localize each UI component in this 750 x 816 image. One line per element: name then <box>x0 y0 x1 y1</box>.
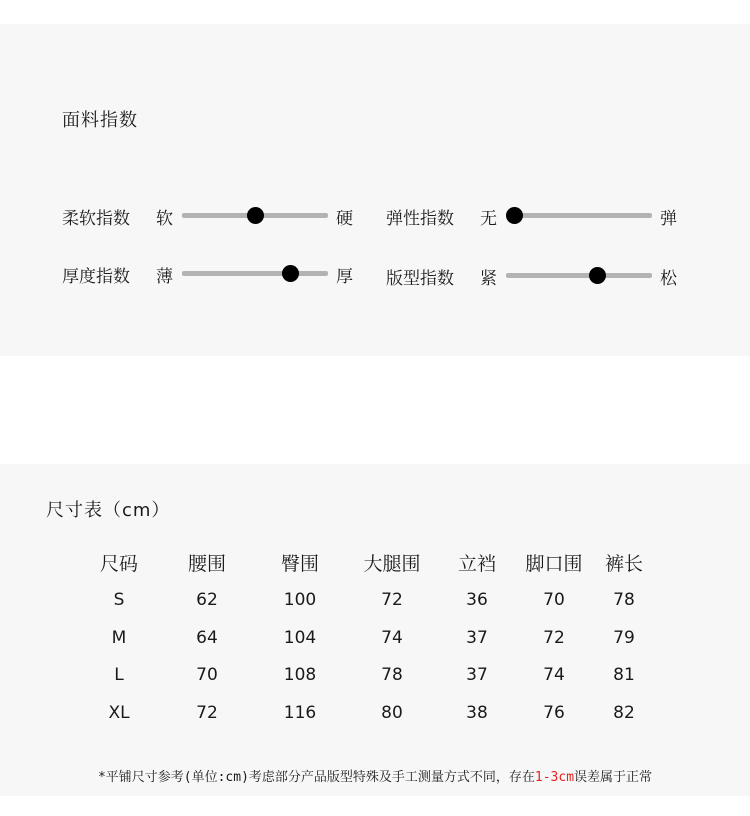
column-header-thigh: 大腿围 <box>363 553 421 576</box>
table-cell: 80 <box>381 702 403 723</box>
size-chart-title: 尺寸表（cm） <box>46 500 171 521</box>
table-cell: XL <box>108 702 130 723</box>
softness-slider-knob <box>247 207 264 224</box>
fabric-index-panel <box>0 24 750 356</box>
table-cell: 72 <box>196 702 218 723</box>
table-cell: 64 <box>196 627 218 648</box>
table-cell: 82 <box>613 702 635 723</box>
table-cell: 108 <box>283 665 317 686</box>
table-cell: 104 <box>283 627 317 648</box>
elasticity-low-label: 无 <box>480 209 497 229</box>
column-header-waist: 腰围 <box>187 553 226 576</box>
thickness-slider-knob <box>282 265 299 282</box>
table-cell: 70 <box>543 590 565 611</box>
thickness-index <box>62 260 362 290</box>
table-row <box>78 657 656 695</box>
column-header-size: 尺码 <box>99 553 138 576</box>
note-highlight-range: 1-3cm <box>534 770 575 785</box>
table-cell: 37 <box>466 627 488 648</box>
thickness-low-label: 薄 <box>156 267 173 287</box>
table-cell: M <box>111 627 127 648</box>
table-cell: 116 <box>283 702 317 723</box>
table-cell: 74 <box>381 627 403 648</box>
note-text-before: *平铺尺寸参考(单位:cm)考虑部分产品版型特殊及手工测量方式不同，存在 <box>97 770 535 785</box>
softness-high-label: 硬 <box>336 209 353 229</box>
table-cell: 36 <box>466 590 488 611</box>
table-cell: 37 <box>466 665 488 686</box>
column-header-length: 裤长 <box>604 553 643 576</box>
table-cell: 72 <box>543 627 565 648</box>
size-table-header <box>78 544 656 582</box>
table-cell: 62 <box>196 590 218 611</box>
thickness-slider-track <box>182 271 328 276</box>
fit-slider-knob <box>589 267 606 284</box>
softness-index <box>62 202 362 232</box>
fit-label: 版型指数 <box>386 269 454 289</box>
table-cell: L <box>114 665 124 686</box>
table-row <box>78 694 656 732</box>
fit-low-label: 紧 <box>480 269 497 289</box>
softness-slider-track <box>182 213 328 218</box>
table-cell: 78 <box>381 665 403 686</box>
column-header-hip: 臀围 <box>280 553 319 576</box>
thickness-label: 厚度指数 <box>62 267 130 287</box>
note-text-after: 误差属于正常 <box>574 770 653 785</box>
table-cell: 38 <box>466 702 488 723</box>
table-cell: 78 <box>613 590 635 611</box>
table-cell: S <box>113 590 125 611</box>
thickness-high-label: 厚 <box>336 267 353 287</box>
size-chart-panel <box>0 464 750 796</box>
table-cell: 81 <box>613 665 635 686</box>
table-cell: 70 <box>196 665 218 686</box>
measurement-note <box>0 766 750 785</box>
column-header-rise: 立裆 <box>457 553 496 576</box>
table-cell: 76 <box>543 702 565 723</box>
fit-high-label: 松 <box>660 269 677 289</box>
column-header-leg-opening: 脚口围 <box>525 553 583 576</box>
softness-label: 柔软指数 <box>62 209 130 229</box>
table-cell: 72 <box>381 590 403 611</box>
fit-slider-track <box>506 273 652 278</box>
elasticity-index <box>386 202 686 232</box>
elasticity-slider-knob <box>506 207 523 224</box>
table-cell: 79 <box>613 627 635 648</box>
table-row <box>78 582 656 620</box>
table-cell: 100 <box>283 590 317 611</box>
elasticity-label: 弹性指数 <box>386 209 454 229</box>
elasticity-high-label: 弹 <box>660 209 677 229</box>
size-table <box>78 544 656 732</box>
softness-low-label: 软 <box>156 209 173 229</box>
fit-index <box>386 262 686 292</box>
elasticity-slider-track <box>506 213 652 218</box>
table-cell: 74 <box>543 665 565 686</box>
table-row <box>78 619 656 657</box>
fabric-index-title: 面料指数 <box>62 110 138 131</box>
